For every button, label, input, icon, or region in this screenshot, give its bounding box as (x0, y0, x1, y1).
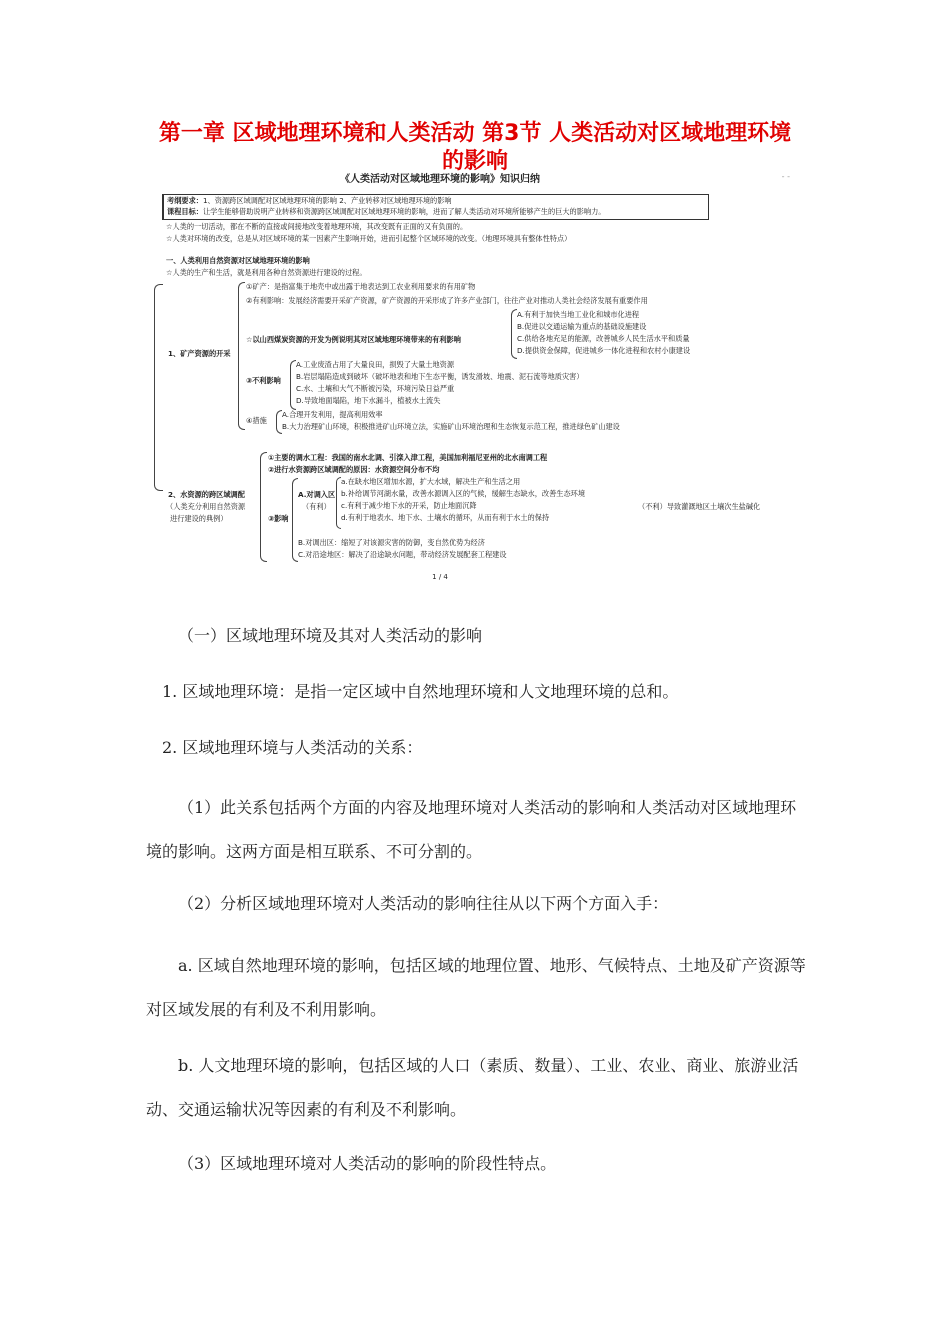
water-projects: ①主要的调水工程：我国的南水北调、引滦入津工程，美国加利福尼亚州的北水南调工程 (268, 453, 548, 462)
goal-label: 课程目标： (167, 207, 203, 216)
mine-brace (238, 282, 245, 430)
document-title-line2: 的影响 (441, 149, 508, 174)
mine-positive-b: B.促进以交通运输为重点的基础设施建设 (517, 322, 647, 331)
section-1-heading: 一、人类利用自然资源对区域地理环境的影响 (166, 256, 310, 265)
water-in-c: c.有利于减少地下水的开采，防止地面沉降 (341, 501, 477, 510)
mine-measures-label: ④措施 (246, 416, 267, 425)
exam-label: 考纲要求： (167, 196, 203, 205)
mine-measure-a: A.合理开发利用，提高利用效率 (282, 410, 383, 419)
figure-title: 《人类活动对区域地理环境的影响》知识归纳 (340, 174, 540, 185)
body-para-2: 2. 区域地理环境与人类活动的关系： (162, 738, 423, 757)
note-1: ☆人类的一切活动，都在不断的直接或间接地改变着地理环境，其改变既有正面的又有负面的。 (166, 222, 468, 231)
mine-positive-c: C.供给各地充足的能源，改善城乡人民生活水平和质量 (517, 334, 690, 343)
mine-negative-c: C.水、土壤和大气不断被污染，环境污染日益严重 (296, 384, 455, 393)
water-out-area: B.对调出区：缩短了对该源灾害的防御，变自然优势为经济 (298, 538, 485, 547)
body-para-5: a. 区域自然地理环境的影响，包括区域的地理位置、地形、气候特点、土地及矿产资源等对区域发展的有利及不利用影响。 (146, 956, 806, 1019)
water-in-area: A.对调入区 (298, 490, 336, 499)
water-route-area: C.对沿途地区：解决了沿途缺水问题，带动经济发展配套工程建设 (298, 550, 507, 559)
mine-negative-b: B.岩层塌陷造成到破坏（破坏地表和地下生态平衡，诱发滑坡、地震、泥石流等地质灾害） (296, 372, 584, 381)
exam-text: 1、资源跨区域调配对区域地理环境的影响 2、产业转移对区域地理环境的影响 (202, 196, 452, 205)
water-in-b: b.补给调节河湖水量，改善水源调入区的气候，缓解生态缺水，改善生态环境 (341, 489, 586, 498)
note-2: ☆人类对环境的改变，总是从对区域环境的某一因素产生影响开始，进而引起整个区域环境的改变。（地理环境具有整体性特点） (166, 234, 572, 243)
body-para-6: b. 人文地理环境的影响，包括区域的人口（素质、数量）、工业、农业、商业、旅游业活动、交通运输状况等因素的有利及不利影响。 (146, 1056, 799, 1119)
water-label: 2、水资源的跨区域调配 (168, 490, 245, 499)
section-1-note: ☆人类的生产和生活，就是利用各种自然资源进行建设的过程。 (166, 268, 367, 277)
mine-label: 1、矿产资源的开采 (168, 349, 231, 358)
body-para-3: （1）此关系包括两个方面的内容及地理环境对人类活动的影响和人类活动对区域地理环境的影响。这两方面是相互联系、不可分割的。 (146, 798, 797, 861)
water-reason: ②进行水资源跨区域调配的原因：水资源空间分布不均 (268, 465, 440, 474)
mine-negative-label: ③不利影响 (246, 376, 281, 385)
water-in-good: （有利） (302, 502, 331, 511)
water-in-a: a.在缺水地区增加水源，扩大水域，解决生产和生活之用 (341, 477, 521, 486)
knowledge-summary-figure (160, 172, 790, 582)
water-brace (260, 452, 267, 562)
water-in-negative: （不利）导致灌溉地区土壤次生盐碱化 (638, 502, 761, 511)
figure-page-number: 1 / 4 (432, 573, 448, 581)
goal-text: 让学生能够借助说明产业转移和资源跨区域调配对区域地理环境的影响，进而了解人类活动对环境所能够产生的巨大的影响力。 (202, 207, 606, 216)
mine-positive-d: D.提供资金保障，促进城乡一体化进程和农村小康建设 (517, 346, 691, 355)
body-para-7: （3）区域地理环境对人类活动的影响的阶段性特点。 (178, 1154, 557, 1173)
mine-positive: ②有利影响：发展经济需要开采矿产资源，矿产资源的开采形成了许多产业部门，往往产业对推动人类社会经济发展有重要作用 (246, 296, 648, 305)
mine-star-note: ☆以山西煤炭资源的开发为例说明其对区域地理环境带来的有利影响 (246, 335, 461, 344)
outer-brace (154, 284, 163, 491)
body-para-1: 1. 区域地理环境：是指一定区域中自然地理环境和人文地理环境的总和。 (162, 682, 679, 701)
water-sub-1: （人类充分利用自然资源 (166, 502, 246, 511)
document-title (100, 120, 850, 176)
document-title-line1: 第一章 区域地理环境和人类活动 第3节 人类活动对区域地理环境 (158, 121, 792, 146)
mine-negative-d: D.导致地面塌陷，地下水漏斗，植被水土流失 (296, 396, 441, 405)
mine-definition: ①矿产：是指富集于地壳中或出露于地表达到工农业利用要求的有用矿物 (246, 282, 476, 291)
exam-requirements-box (162, 194, 709, 220)
water-in-d: d.有利于地表水、地下水、土壤水的循环，从而有利于水土的保持 (341, 513, 550, 522)
mine-negative-a: A.工业废渣占用了大量良田，损毁了大量土地资源 (296, 360, 455, 369)
water-effect-label: ③影响 (268, 514, 289, 523)
mine-measure-b: B.大力治理矿山环境，积极推进矿山环境立法，实施矿山环境治理和生态恢复示范工程，推进绿色矿山建设 (282, 422, 620, 431)
water-sub-2: 进行建设的典例） (170, 514, 228, 523)
mine-positive-a: A.有利于加快当地工业化和城市化进程 (517, 310, 640, 319)
figure-corner-mark: - - (781, 172, 790, 181)
body-para-4: （2）分析区域地理环境对人类活动的影响往往从以下两个方面入手： (178, 894, 669, 913)
body-heading: （一）区域地理环境及其对人类活动的影响 (178, 626, 483, 645)
